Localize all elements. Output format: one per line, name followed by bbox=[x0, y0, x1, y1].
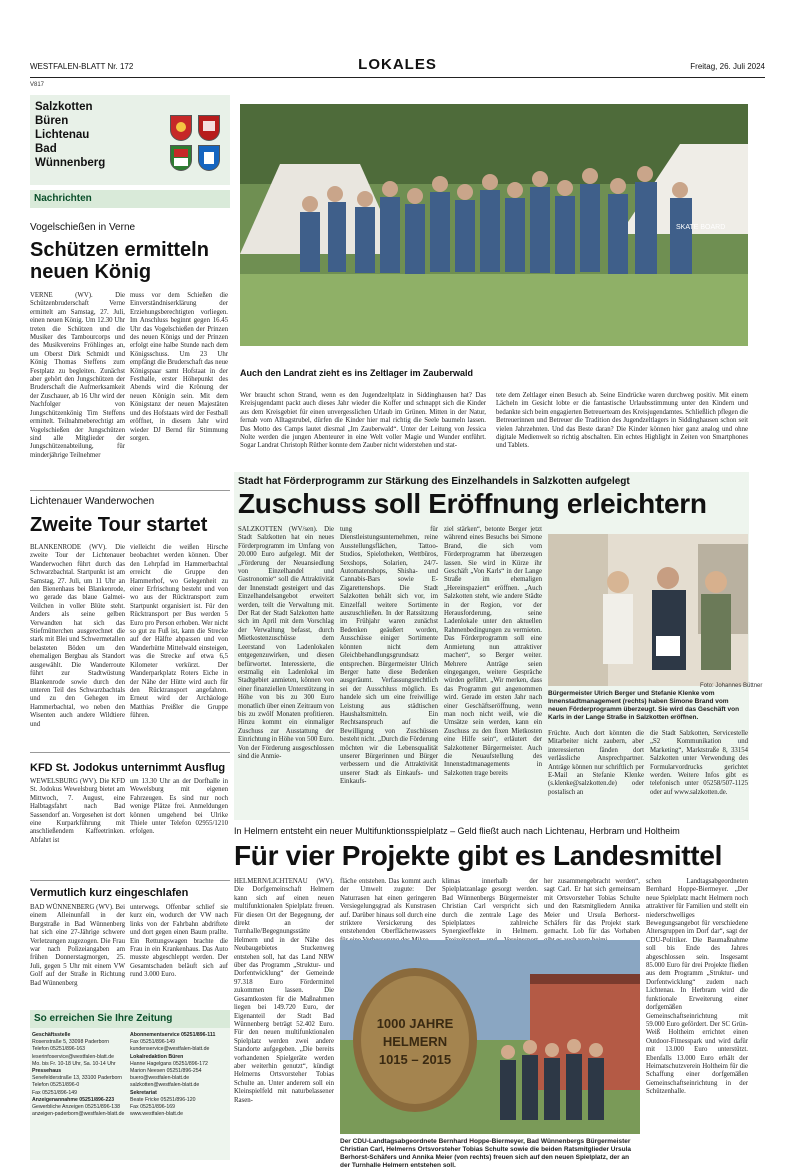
news-section-label: Nachrichten bbox=[30, 190, 230, 208]
divider bbox=[30, 880, 230, 881]
article-body: um 13.30 Uhr an der Dorfhalle in Wewelsburg mit eigenen Fahrzeugen. Es sind nur noch wenige Plätze frei. Anmeldungen können umgehend bei Ulrike Thiele unter Telefon 02955/1210 erfolgen. bbox=[130, 778, 228, 836]
article-headline: KFD St. Jodokus unternimmt Ausflug bbox=[30, 762, 226, 774]
contact-line: Gewerbliche Anzeigen 05251/896-138 bbox=[32, 1104, 120, 1111]
photo-caption: Auch den Landrat zieht es ins Zeltlager im Zauberwald bbox=[240, 368, 474, 378]
place-name: Salzkotten bbox=[35, 101, 93, 113]
contact-line[interactable]: leserinfoservice@westfalen-blatt.de bbox=[32, 1053, 114, 1060]
article-body: BAD WÜNNENBERG (WV). Bei einem Alleinunfall in der Burgstraße in Bad Wünnenberg hat sich eine 27-Jährige schwere Verletzungen zugezogen. Die Frau war nach Polizeiangaben am frühen Donnerstagmorgen, 25. Juli, gegen 5 Uhr mit einem VW Golf auf der Straße in Richtung Bad Wünnenberg bbox=[30, 904, 125, 987]
article-body: HELMERN/LICHTENAU (WV). Die Dorfgemeinschaft Helmern kann sich auf einen neuen multifunktionalen Spielplatz freuen. Für diesen Ort der Begegnung, der direkt an der Turnhalle/Begegnungsstätte Helmern und in der Nähe des Neubaugebietes Stuckenweg entstehen soll, hat das Land NRW über das Programm „Struktur- und Dorfentwicklung“ der Gemeinde 97.318 Euro Fördermittel zukommen lassen. Die Gesamtkosten für die Maßnahmen liegen bei 149.720 Euro, der Eigenanteil der Stadt Bad Wünnenberg beträgt 52.402 Euro. Für den neuen multifunktionalen Spielplatz werden zwei andere Standorte aufgegeben. „Die bereits vorhandenen Spielgeräte werden aber weiterhin genutzt“, kündigt Helmerns Ortsvorsteher Tobias Schulte an. Unter anderem soll ein Kleinspielfeld mit naturbelassener Rasen- bbox=[234, 878, 334, 1104]
coat-of-arms-icon bbox=[170, 115, 192, 141]
contact-line: Anzeigenannahme 05251/896-223 bbox=[32, 1096, 115, 1103]
contact-right bbox=[130, 1032, 228, 1118]
contact-line: Lokalredaktion Büren bbox=[130, 1053, 184, 1060]
article-body: tete dem Zeltlager einen Besuch ab. Seine Eindrücke waren durchweg positiv. Mit einem Lächeln im Gesicht lobte er die fantastische Urlaubsstimmung unter den Kindern und bedankte sich beim engagierten Betreuerteam des Kreisjugendamtes. Schließlich pflegen die Betreuerinnen und Betreuer die Tradition des Jugendzeltlagers in Siddinghausen schon seit vielen Jahrzehnten. Und das Beste daran? Die Kinder können hier ganz analog und ohne digitale Medienwelt so richtig abschalten. Ein echtes Highlight in Zeiten von Smartphones und Tablets. bbox=[496, 392, 748, 450]
contact-line[interactable]: kundenservice@westfalen-blatt.de bbox=[130, 1046, 210, 1053]
article-body: Früchte. Auch dort könnten die Mitarbeiter nicht zaubern, aber interessierten fänden dort verlässliche Ansprechpartner. Anträge können nur schriftlich per E-Mail an Stefanie Klenke (s.klenke@salzkotten.de) oder postalisch an bbox=[548, 730, 644, 796]
divider bbox=[30, 752, 230, 753]
page-code: V817 bbox=[30, 82, 45, 88]
shop-photo-illustration bbox=[548, 534, 748, 686]
stone-inscription: 1015 – 2015 bbox=[378, 1052, 452, 1067]
contact-line: Geschäftsstelle bbox=[32, 1032, 71, 1038]
coat-of-arms-icon bbox=[198, 115, 220, 141]
place-name: Lichtenau bbox=[35, 129, 90, 141]
places-list bbox=[35, 100, 105, 170]
contact-line: Sekretariat bbox=[130, 1089, 157, 1096]
contact-left bbox=[32, 1032, 128, 1118]
article-headline: Schützen ermitteln neuen König bbox=[30, 239, 209, 283]
article-body: Wer braucht schon Strand, wenn es den Jugendzeltplatz in Siddinghausen hat? Das Kreisjugendamt packt auch dieses Jahr wieder die Koffer und schnappt sich die Kinder aus dem Kreisgebiet für einen unvergesslichen Urlaub im Grünen. Mitten in der Natur, fernab vom Alltagstrubel, dürfen die Kinder hier mal richtig die Seele baumeln lassen. Das Motto des Camps lautet diesmal „Im Zauberwald“. Unter der Leitung von Jessica Nolte werden die jungen Abenteurer in eine Welt voller Magie und Wunder entführt. Sogar Landrat Christoph Rüther konnte dem Zauber nicht widerstehen und stat- bbox=[240, 392, 486, 450]
issue-date: Freitag, 26. Juli 2024 bbox=[690, 62, 765, 71]
article-body: VERNE (WV). Die Schützenbruderschaft Verne ermittelt am Samstag, 27. Juli, einen neuen König. Um 12.30 Uhr treten die Schützen und die Musiker des Tambourcorps und des Musikvereins Fröhlinges an, um Oberst Dirk Schmidt und König Thomas Steffens zum Festplatz zu begleiten. Zunächst aber gehört den Jungschützen der Bruderschaft die Aufmerksamkeit der Zuschauer, ab 16 Uhr wird der Nachfolger von Jungschützenkönig Tim Steffens ermittelt. Teilnahmeberechtigt am Vogelschießen der Jungschützen sind alle Mitglieder der Jungschützenabteilung, für minderjährige Teilnehmer bbox=[30, 292, 125, 459]
section-title: LOKALES bbox=[358, 56, 437, 73]
article-body: vielleicht die weißen Hirsche beobachtet werden können. Über den Lehrpfad im Hammerbachtal erreicht die Gruppe den Hammerhof, wo Gelegenheit zu einer Erfrischung besteht und von wo aus der Rücktransport zum Startpunkt organisiert ist. Für den Rücktransport per Bus werden 5 Euro pro Person erhoben. Wer nicht so gut zu Fuß ist, kann die Strecke auf der Hälfte abpassen und von Wanderhütte Mittelwald einsteigen, was die Strecke auf etwa 6,5 Kilometer verkürzt. Der Wanderparkplatz Roters Eiche in der Nähe der Hütte wird auch für den Rücktransport angefahren. Erneut wird der Archäologe Matthias Preißler die Gruppe führen. bbox=[130, 544, 228, 720]
contact-line: Beate Fricke 05251/896-120 bbox=[130, 1096, 196, 1103]
contact-line: Senefelderstraße 13, 33100 Paderborn bbox=[32, 1075, 122, 1082]
article-body: die Stadt Salzkotten, Servicestelle „S2 Kommunikation und Marketing“, Marktstraße 8, 33154 Salzkotten unter Verwendung des Formularvordrucks gerichtet werden. Weitere Infos gibt es telefonisch unter 05258/507-1125 oder auf www.salzkotten.de. bbox=[650, 730, 748, 796]
place-name: Büren bbox=[35, 115, 69, 127]
helmern-photo-illustration bbox=[340, 940, 640, 1134]
page-header bbox=[30, 56, 765, 78]
contact-line[interactable]: anzeigen-paderborn@westfalen-blatt.de bbox=[32, 1111, 125, 1118]
contact-line: Fax 05251/896-169 bbox=[130, 1104, 175, 1111]
article-headline: Zweite Tour startet bbox=[30, 514, 208, 536]
camp-photo-illustration bbox=[240, 104, 748, 346]
article-kicker: Stadt hat Förderprogramm zur Stärkung des Einzelhandels in Salzkotten aufgelegt bbox=[238, 476, 630, 487]
coat-of-arms-icon bbox=[170, 145, 192, 171]
article-body: WEWELSBURG (WV). Die KFD St. Jodokus Wewelsburg bietet am Mittwoch, 7. August, eine Halbtagsfahrt nach Bad Sassendorf an. Vorgesehen ist dort eine Kurparkführung mit anschließendem Kaffeetrinken. Abfahrt ist bbox=[30, 778, 125, 844]
photo-caption: Bürgermeister Ulrich Berger und Stefanie Klenke vom Innenstadtmanagement (rechts) haben Simone Brand vom neuen Förderprogramm überzeugt. Sie wird das Geschäft von Karls in der Lange Straße in Salzkotten eröffnen. bbox=[548, 690, 740, 721]
photo-caption: Der CDU-Landtagsabgeordnete Bernhard Hoppe-Biermeyer, Bad Wünnenbergs Bürgermeister Christian Carl, Helmerns Ortsvorsteher Tobias Schulte sowie die beiden Ratsmitglieder Ursula Berhorst-Schäfers und Annika Meier (von rechts) freuen sich auf den neuen Spielplatz, der an der Turnhalle Helmern entstehen soll. bbox=[340, 1138, 632, 1169]
article-body: fläche entstehen. Das kommt auch der Umwelt zugute: Der Naturrasen hat einen geringeren Versiegelungsgrad als Kunstrasen auf. Darüber hinaus soll durch eine striktere Versickerung des entstehenden Oberflächenwassers bbox=[340, 878, 436, 936]
contact-line[interactable]: salzkotten@westfalen-blatt.de bbox=[130, 1082, 200, 1089]
contact-line: Hanne Hagelgans 05251/896-172 bbox=[130, 1060, 208, 1067]
place-name: Wünnenberg bbox=[35, 157, 106, 169]
contact-line: Telefon 05251/896-163 bbox=[32, 1046, 86, 1053]
shop-photo bbox=[548, 534, 748, 686]
article-body: klimas innerhalb der Spielplatzanlage gesorgt werden. Bad Wünnenbergs Bürgermeister Christian Carl verspricht sich durch die zentrale Lage des Spielplatzes zahlreiche Synergieeffekte in Helmern. bbox=[442, 878, 538, 936]
coat-of-arms-group bbox=[170, 115, 222, 171]
stone-inscription: 1000 JAHRE bbox=[376, 1016, 454, 1031]
article-body: muss vor dem Schießen die Einverständniserklärung der Erziehungsberechtigten vorliegen. Im Anschluss beginnt gegen 16.45 Uhr das Vogelschießen der Prinzen des neuen Königs und der Prinzen erfolgt eine halbe Stunde nach dem Königsschuss. Um 23 Uhr empfängt die Bruderschaft das neue Königspaar samt Hofstaat in der Festhalle, erster Höhepunkt des Abends wird die Krönung der neuen Königin sein. Mit dem Königstanz der neuen Majestäten und des Hofstaats wird der Festball eröffnet, in diesem Jahr wird wieder DJ Bernd für Stimmung sorgen. bbox=[130, 292, 228, 442]
contact-line: Fax 05251/896-149 bbox=[130, 1039, 175, 1046]
camp-photo bbox=[240, 104, 748, 346]
contact-line: Fax 05251/896-149 bbox=[32, 1089, 77, 1096]
article-headline: Vermutlich kurz eingeschlafen bbox=[30, 887, 189, 899]
contact-line: Rosenstraße 5, 33098 Paderborn bbox=[32, 1039, 109, 1046]
photo-credit: Foto: Johannes Büttner bbox=[700, 683, 763, 689]
contact-line: Abonnementservice 05251/896-111 bbox=[130, 1032, 216, 1038]
article-kicker: Vogelschießen in Verne bbox=[30, 222, 136, 233]
article-body: tung für Dienstleistungsunternehmen, reine Ausstellungsflächen, Tattoo-Studios, Spielotheken, Wettbüros, Sexshops, Solarien, 24/7-Automatenshops, Shisha- und Cannabis-Bars sowie E-Zigarettenshops. Die Stadt Salzkotten behält sich vor, im Einzelfall weitere Sortimente auszuschließen. In der Ratssitzung im Frühjahr waren zunächst Bedenken geäußert worden, Ausschüsse einiger Sortimente könnten nicht dem Gleichbehandlungsgrundsatz entsprechen. Bürgermeister Ulrich Berger hatte diese Bedenken ausgeräumt. Verfassungsrechtlich sei der Ausschluss möglich. Es handele sich um eine freiwillige Leistung aus städtischen Haushaltsmitteln. Ein Rechtsanspruch auf die Bewilligung von Zuschüssen besteht nicht. „Durch die Förderung möchten wir die Lebensqualität unserer Bürgerinnen und Bürger verbessern und die Attraktivität unserer Stadt als Einkaufs- und Einkaufs- bbox=[340, 526, 438, 786]
article-kicker: Lichtenauer Wanderwochen bbox=[30, 496, 155, 507]
place-name: Bad bbox=[35, 143, 57, 155]
paper-issue: WESTFALEN-BLATT Nr. 172 bbox=[30, 62, 134, 71]
contact-line[interactable]: www.westfalen-blatt.de bbox=[130, 1111, 184, 1118]
article-body: unterwegs. Offenbar schlief sie kurz ein, wodurch der VW nach links von der Fahrbahn abdriftete und dort gegen einen Baum prallte. Ein Rettungswagen brachte die Frau in ein Krankenhaus. Das Auto musste abgeschleppt werden. Der Gesamtschaden beläuft sich auf rund 3.000 Euro. bbox=[130, 904, 228, 979]
shirt-print: SKATE BOARD bbox=[676, 224, 726, 231]
article-body: BLANKENRODE (WV). Die zweite Tour der Lichtenauer Wanderwochen führt durch das Schwarzbachtal. Startpunkt ist am Samstag, 27. Juli, um 11 Uhr an den Bienenhaus bei Blankenrode, wo gerade das blaue Galmei-Veilchen in voller Blüte steht. Anders als seine gelben Verwandten hat sich das Stiefmütterchen ausgerechnet die stark mit Blei und Schwermetallen belasteten Böden um den ehemaligen Bergbau als Standort ausgewählt. Die Wanderroute führt zur Stadtwüstung Blankenrode sowie durch den unteren Teil des Schwarzbachtals und zu den Gehegen im Hammerbachtal, wo neben den Wisenten auch andere Wildtiere und bbox=[30, 544, 125, 728]
contact-line: Marion Neesen 05251/896-254 bbox=[130, 1068, 202, 1075]
helmern-photo bbox=[340, 940, 640, 1134]
contact-line: Mo. bis Fr. 10-18 Uhr, Sa. 10-14 Uhr bbox=[32, 1060, 116, 1067]
divider bbox=[30, 490, 230, 491]
contact-line[interactable]: buero@westfalen-blatt.de bbox=[130, 1075, 190, 1082]
article-kicker: In Helmern entsteht ein neuer Multifunktionsspielplatz – Geld fließt auch nach Lichtenau, Herbram und Holtheim bbox=[234, 826, 680, 836]
stone-inscription: HELMERN bbox=[382, 1034, 448, 1049]
article-body: schen Landtagsabgeordneten Bernhard Hoppe-Biermeyer. „Der neue Spielplatz macht Helmern noch attraktiver für Familien und stellt ein niederschwelliges Bewegungsangebot für verschiedene Altersgruppen im Dorf dar“, sagt der CDU-Politiker. Die Baumaßnahme soll bis Ende des Jahres abgeschlossen sein. Insgesamt 85.000 Euro für drei Projekte fließen aus dem Programm „Struktur- und Dorfentwicklung“ zudem nach Lichtenau. In Herbram wird die funktionale Erweiterung einer dorfgemäßen Gemeinschaftseinrichtung mit 59.000 Euro gefördert. Der SC Grün-Weiß Holtheim errichtet einen Outdoor-Fitnesspark und wird dafür mit 13.000 Euro unterstützt. Ebenfalls 13.000 Euro erhält der Heimatschutzverein Holtheim für die Schaffung einer dorfgemäßen Gemeinschaftseinrichtung in der Schützenhalle. bbox=[646, 878, 748, 1096]
contact-line: Telefon 05251/896-0 bbox=[32, 1082, 80, 1089]
article-body: SALZKOTTEN (WV/sen). Die Stadt Salzkotten hat ein neues Förderprogramm im Umfang von 20.000 Euro aufgelegt. Mit der „Förderung der Neuansiedlung von Einzelhandel und Gastronomie“ soll die Attraktivität der Innenstadt gesteigert und das Einzelhandelsangebot erweitert werden, teilt die Verwaltung mit. Der Rat der Stadt Salzkotten hatte sich im April mit dem Vorschlag der Verwaltung befasst, durch Mietkostenzuschüsse dem Leerstand von Ladenlokalen entgegenzuwirken, und diesen befürwortet. Interessierte, die erstmalig ein Ladenlokal im Stadtgebiet anmieten, können von einer finanziellen Unterstützung in Höhe von bis zu 300 Euro monatlich über einen Zeitraum von bis zu zwölf Monaten profitieren. Hinzu kommt ein einmaliger Zuschuss zur Ausstattung der Einrichtung in Höhe von 500 Euro. Von der Förderung ausgeschlossen sind die Anmie- bbox=[238, 526, 334, 760]
coat-of-arms-icon bbox=[198, 145, 220, 171]
article-body: ziel stärken“, betonte Berger jetzt während eines Besuchs bei Simone Brand, die sich vom Förderprogramm hat überzeugen lassen. Sie wird in Kürze ihr Geschäft „Von Karls“ in der Lange Straße im ehemaligen „Hereinspaziert“ eröffnen. „Auch Salzkotten steht, wie andere Städte in der Region, vor der Herausforderung, seine Ladenlokale unter den aktuellen Rahmenbedingungen zu vermieten. Das Förderprogramm soll eine Anmietung nun attraktiver machen“, so Berger weiter. Mehrere Anträge seien eingegangen, weitere Gespräche würden geführt. „Wir merken, dass das Programm gut angenommen wird. Gerade im ersten Jahr nach einer Geschäftseröffnung, wenn man noch nicht weiß, wie die Umsätze sein werden, kann ein Zuschuss zu den fixen Mietkosten eine Hilfe sein“, erläutert der Salzkottener Bürgermeister. Auch die Neuaufstellung des Innenstadtmanagements in Salzkotten trage bereits bbox=[444, 526, 542, 777]
article-headline: Zuschuss soll Eröffnung erleichtern bbox=[238, 488, 707, 519]
contact-title: So erreichen Sie Ihre Zeitung bbox=[30, 1010, 230, 1028]
article-headline: Für vier Projekte gibt es Landesmittel bbox=[234, 840, 723, 871]
contact-line: Pressehaus bbox=[32, 1068, 62, 1075]
article-body: her zusammengebracht werden“, sagt Carl. Er hat sich gemeinsam mit Ortsvorsteher Tobias Schulte und den Ratsmitgliedern Annika Meier und Ursula Berhorst-Schäfers für das Projekt stark gemacht. Lob für das Vorhaben bbox=[544, 878, 640, 936]
